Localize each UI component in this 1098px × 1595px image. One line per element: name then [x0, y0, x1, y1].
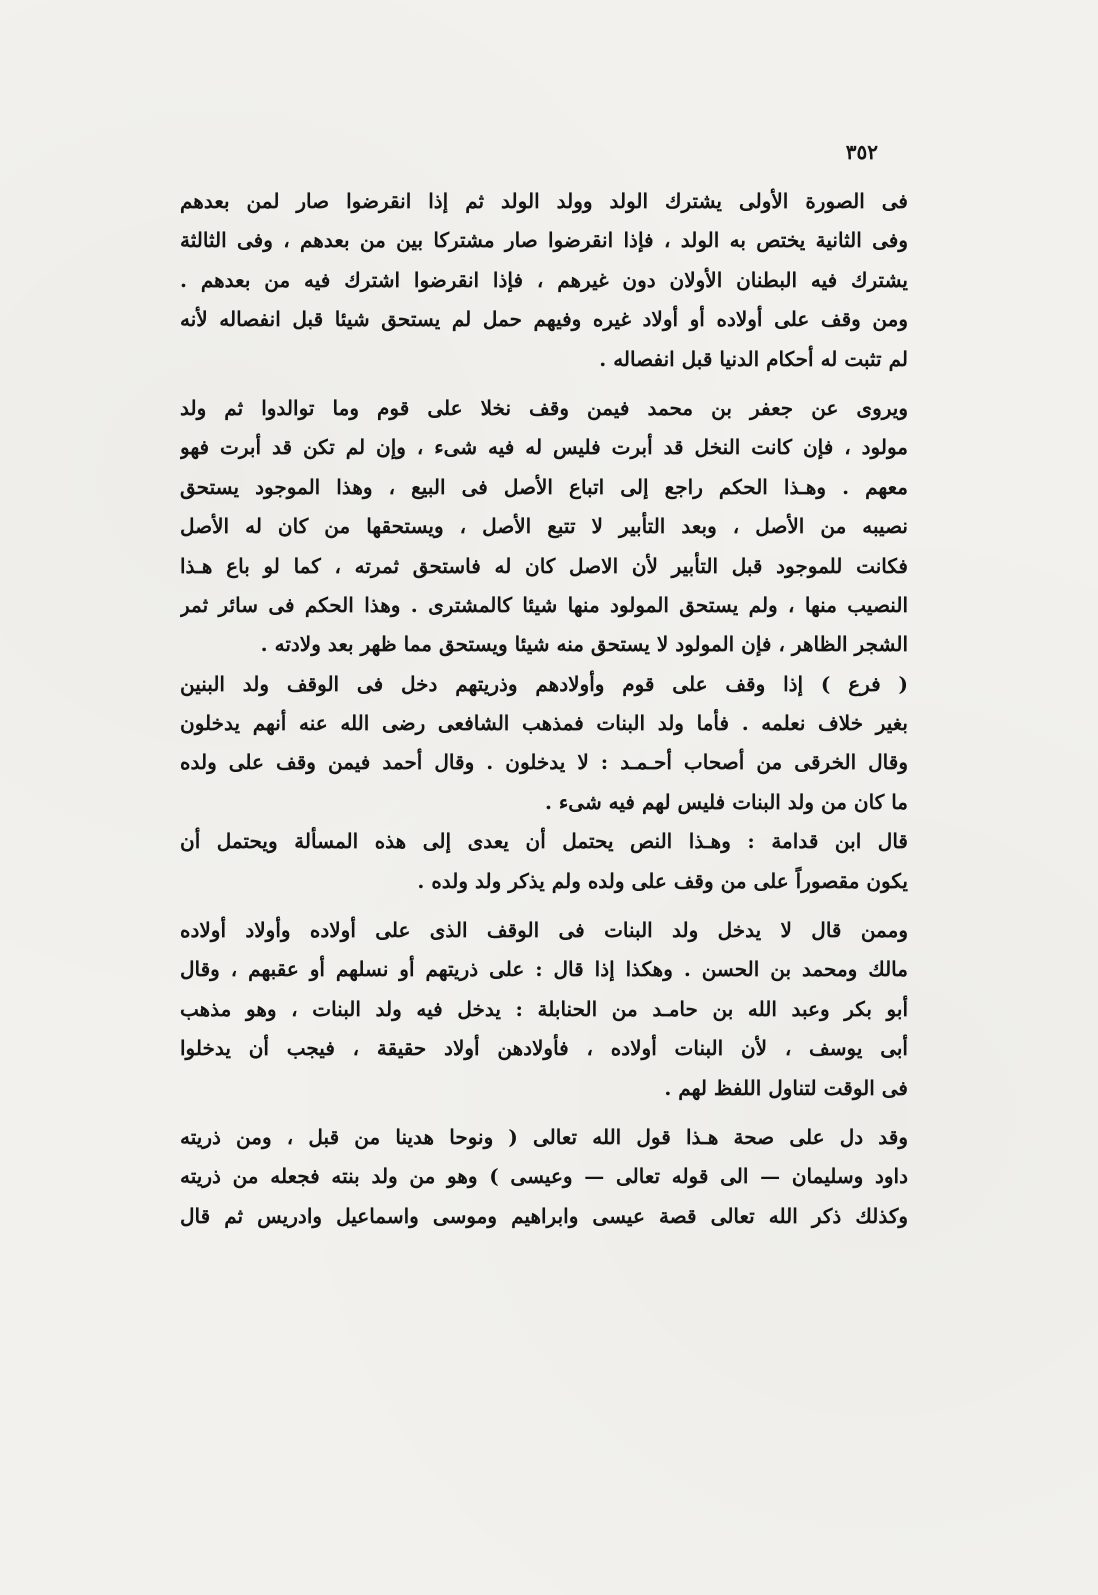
text-line: يكون مقصوراً على من وقف على ولده ولم يذكر ولد ولده .: [417, 868, 908, 893]
text-line: بغير خلاف نعلمه . فأما ولد البنات فمذهب الشافعى رضى الله عنه أنهم يدخلون: [180, 711, 908, 736]
text-line: النصيب منها ، ولم يستحق المولود منها شيئا كالمشترى . وهذا الحكم فى سائر ثمر: [180, 592, 908, 617]
text-line: وممن قال لا يدخل ولد البنات فى الوقف الذى على أولاده وأولاد أولاده: [180, 918, 908, 943]
text-line: مولود ، فإن كانت النخل قد أبرت فليس له فيه شىء ، وإن لم تكن قد أبرت فهو: [180, 435, 908, 460]
text-line: ويروى عن جعفر بن محمد فيمن وقف نخلا على قوم وما توالدوا ثم ولد: [180, 395, 908, 420]
text-line: أبو بكر وعبد الله بن حامـد من الحنابلة : يدخل فيه ولد البنات ، وهو مذهب: [180, 996, 908, 1021]
page-number: ٣٥٢: [845, 140, 878, 164]
text-line: وقد دل على صحة هـذا قول الله تعالى ( ونوحا هدينا من قبل ، ومن ذريته: [180, 1124, 908, 1149]
text-line: أبى يوسف ، لأن البنات أولاده ، فأولادهن أولاد حقيقة ، فيجب أن يدخلوا: [180, 1036, 908, 1061]
text-line: يشترك فيه البطنان الأولان دون غيرهم ، فإذا انقرضوا اشترك فيه من بعدهم .: [180, 267, 908, 292]
text-line: وكذلك ذكر الله تعالى قصة عيسى وابراهيم وموسى واسماعيل وادريس ثم قال: [180, 1203, 908, 1228]
text-line: وقال الخرقى من أصحاب أحـمـد : لا يدخلون . وقال أحمد فيمن وقف على ولده: [180, 750, 908, 775]
text-line: معهم . وهـذا الحكم راجع إلى اتباع الأصل فى البيع ، وهذا الموجود يستحق: [180, 474, 908, 499]
text-line: داود وسليمان — الى قوله تعالى — وعيسى ) وهو من ولد بنته فجعله من ذريته: [180, 1164, 908, 1189]
text-line: لم تثبت له أحكام الدنيا قبل انفصاله .: [599, 346, 908, 371]
text-line: ما كان من ولد البنات فليس لهم فيه شىء .: [544, 789, 908, 814]
text-line: قال ابن قدامة : وهـذا النص يحتمل أن يعدى إلى هذه المسألة ويحتمل أن: [180, 829, 908, 854]
text-line: الشجر الظاهر ، فإن المولود لا يستحق منه شيئا ويستحق مما ظهر بعد ولادته .: [260, 632, 908, 657]
body-text: [180, 182, 908, 1236]
text-line: ومن وقف على أولاده أو أولاد غيره وفيهم حمل لم يستحق شيئا قبل انفصاله لأنه: [180, 307, 908, 332]
text-line: مالك ومحمد بن الحسن . وهكذا إذا قال : على ذريتهم أو نسلهم أو عقبهم ، وقال: [180, 957, 908, 982]
text-line: ( فرع ) إذا وقف على قوم وأولادهم وذريتهم دخل فى الوقف ولد البنين: [180, 671, 908, 696]
text-line: فى الوقت لتناول اللفظ لهم .: [664, 1075, 908, 1100]
text-line: فى الصورة الأولى يشترك الولد وولد الولد ثم إذا انقرضوا صار لمن بعدهم: [180, 189, 908, 213]
text-line: فكانت للموجود قبل التأبير لأن الاصل كان له فاستحق ثمرته ، كما لو باع هـذا: [180, 553, 908, 578]
text-line: وفى الثانية يختص به الولد ، فإذا انقرضوا صار مشتركا بين من بعدهم ، وفى الثالثة: [180, 228, 908, 253]
text-line: نصيبه من الأصل ، وبعد التأبير لا تتبع الأصل ، ويستحقها من كان له الأصل: [180, 514, 908, 539]
